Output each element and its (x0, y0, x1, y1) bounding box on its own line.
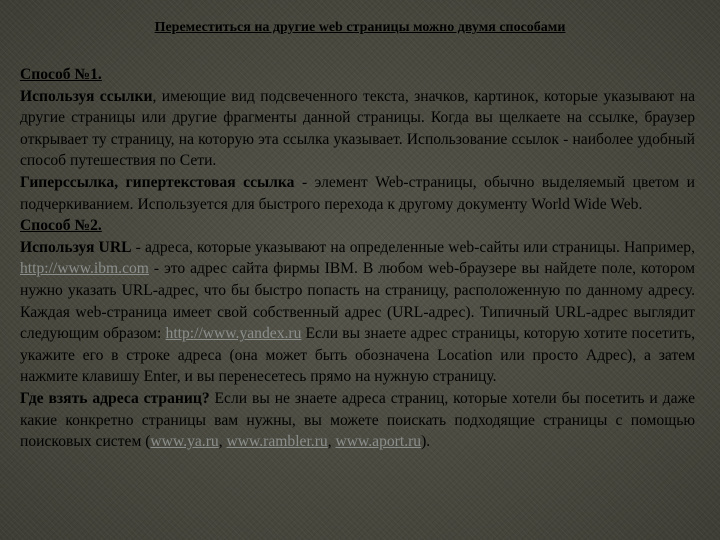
separator: , (327, 433, 336, 451)
slide-body (20, 64, 695, 453)
hyperlink-text: - элемент Web-страницы, обычно выделяемый цветом и подчеркиванием. Используется для быстрого перехода к другому документу World Wide Web. (20, 173, 696, 213)
ya-link[interactable]: www.ya.ru (150, 433, 219, 451)
method2-lead: Используя URL (20, 238, 132, 256)
where-paragraph (20, 388, 695, 453)
method1-lead: Используя ссылки (20, 87, 153, 105)
method2-paragraph (20, 237, 695, 388)
where-lead: Где взять адреса страниц? (20, 389, 210, 407)
hyperlink-term: Гиперссылка, гипертекстовая ссылка (20, 173, 295, 191)
method2-text-b: - это адрес сайта фирмы IBM. В любом web-браузере вы найдете поле, котором нужно указать URL-адрес, что бы быстро попасть на страницу, расположенную по данному адресу. Каждая web-страница имеет свой собственный адрес (URL-адрес). Типичный URL-адрес выглядит следующим образом: (20, 260, 695, 343)
method2-heading: Способ №2. (20, 217, 102, 235)
method2-text-c: Если вы знаете адрес страницы, которую хотите посетить, укажите его в строке адреса (она может быть обозначена Location или просто Адрес), а затем нажмите клавишу Enter, и вы перенесетесь прямо на нужную страницу. (20, 325, 695, 386)
rambler-link[interactable]: www.rambler.ru (226, 433, 328, 451)
yandex-link[interactable]: http://www.yandex.ru (165, 325, 302, 343)
slide-title: Переместиться на другие web страницы можно двумя способами (154, 20, 566, 35)
method2-text-a: - адреса, которые указывают на определенные web-сайты или страницы. Например, (131, 238, 695, 256)
ibm-link[interactable]: http://www.ibm.com (20, 260, 149, 278)
where-text-b: ). (421, 433, 431, 451)
separator: , (218, 433, 227, 451)
aport-link[interactable]: www.aport.ru (335, 433, 422, 451)
method1-heading: Способ №1. (20, 66, 102, 83)
hyperlink-definition (20, 172, 695, 215)
where-text-a: Если вы не знаете адреса страниц, которые хотели бы посетить и даже какие конкретно страницы вам нужны, вы можете поискать подходящие страницы с помощью поисковых систем ( (20, 389, 695, 451)
method1-paragraph (20, 86, 695, 172)
method1-text: , имеющие вид подсвеченного текста, значков, картинок, которые указывают на другие страницы или другие фрагменты данной страницы. Когда вы щелкаете на ссылке, браузер открывает ту страницу, на которую эта ссылка указывает. Использование ссылок - наиболее удобный способ путешествия по Сети. (20, 87, 695, 170)
